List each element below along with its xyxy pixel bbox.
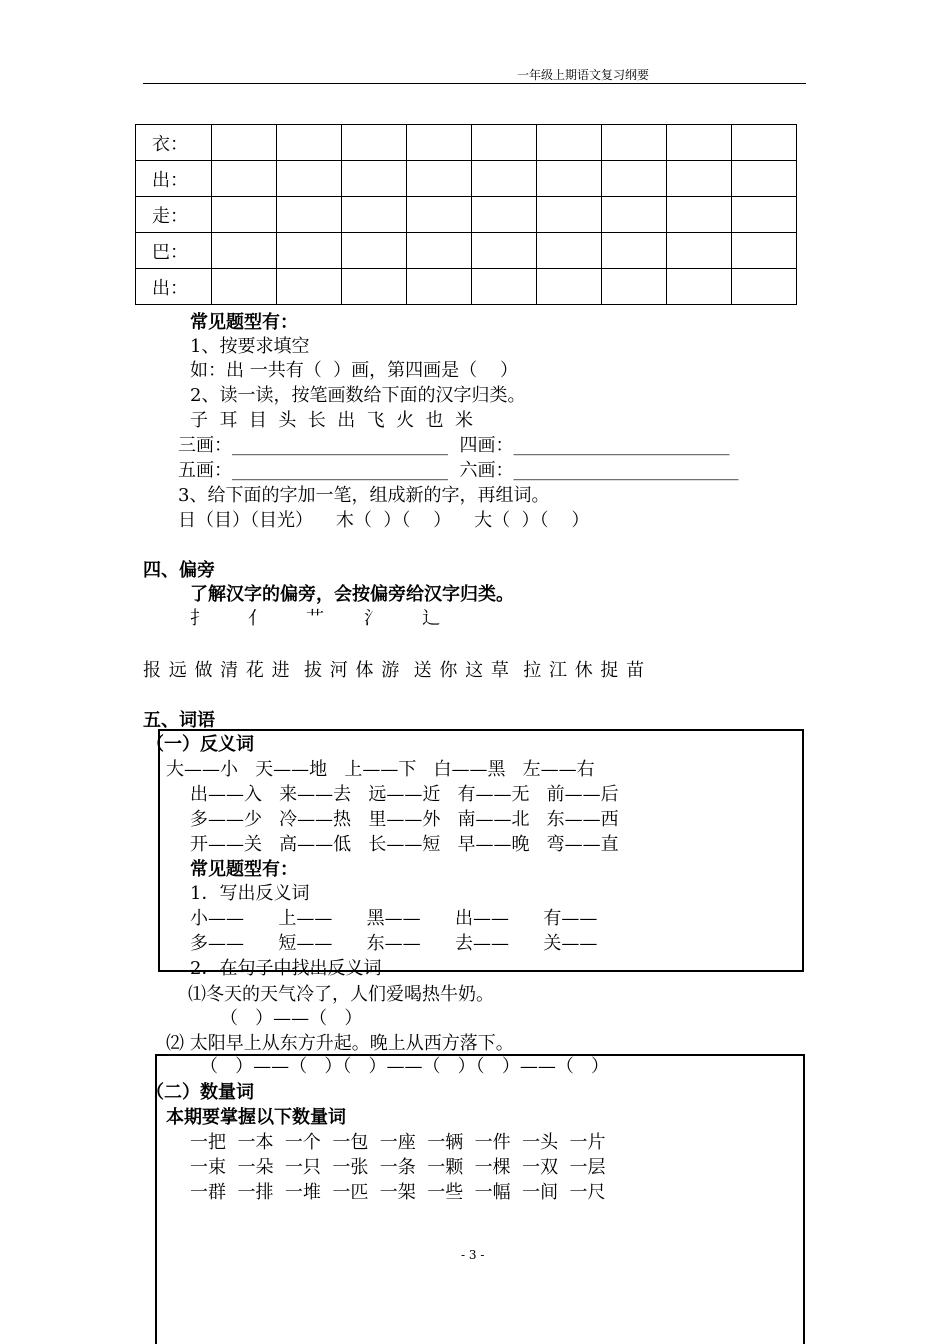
grid-cell: [342, 233, 407, 269]
grid-row-label: 走：: [136, 197, 212, 233]
section-4-heading: 四、偏旁: [143, 560, 215, 581]
antonyms-line-2: 出——入 来——去 远——近 有——无 前——后: [190, 784, 619, 805]
question-3: 3、给下面的字加一笔，组成新的字，再组词。: [178, 485, 550, 506]
grid-cell: [472, 197, 537, 233]
grid-cell: [602, 125, 667, 161]
grid-cell: [667, 233, 732, 269]
grid-cell: [277, 197, 342, 233]
measure-words-line-3: 一群 一排 一堆 一匹 一架 一些 一幅 一间 一尺: [190, 1182, 606, 1203]
antonyms-types-heading: 常见题型有：: [190, 859, 298, 880]
grid-cell: [537, 161, 602, 197]
grid-cell: [472, 233, 537, 269]
measure-words-heading: （二）数量词: [146, 1082, 254, 1103]
sentence-2: ⑵ 太阳早上从东方升起。晚上从西方落下。: [166, 1033, 514, 1054]
sentence-2-blanks: （ ）——（ ）（ ）——（ ）（ ）——（ ）: [200, 1056, 609, 1077]
measure-words-line-2: 一束 一朵 一只 一张 一条 一颗 一棵 一双 一层: [190, 1157, 606, 1178]
grid-cell: [277, 233, 342, 269]
grid-cell: [407, 197, 472, 233]
header-rule: [143, 83, 806, 84]
grid-cell: [342, 197, 407, 233]
grid-row-label: 衣：: [136, 125, 212, 161]
sentence-1-blanks: （ ）——（ ）: [220, 1008, 363, 1029]
grid-cell: [342, 161, 407, 197]
question-1-example: 如：出 一共有（ ）画，第四画是（ ）: [190, 360, 519, 381]
antonyms-question-1: 1．写出反义词: [190, 883, 310, 904]
grid-cell: [407, 269, 472, 305]
measure-words-description: 本期要掌握以下数量词: [166, 1107, 346, 1128]
grid-cell: [277, 161, 342, 197]
grid-cell: [342, 269, 407, 305]
grid-cell: [732, 197, 797, 233]
grid-cell: [667, 197, 732, 233]
grid-cell: [667, 161, 732, 197]
antonyms-heading: （一）反义词: [146, 734, 254, 755]
practice-grid: [135, 124, 797, 305]
grid-cell: [212, 269, 277, 305]
grid-cell: [602, 197, 667, 233]
grid-cell: [537, 197, 602, 233]
section-4-description: 了解汉字的偏旁，会按偏旁给汉字归类。: [190, 584, 514, 605]
grid-cell: [732, 125, 797, 161]
grid-cell: [667, 125, 732, 161]
radicals-row: 扌 亻 艹 氵 辶: [190, 608, 441, 629]
grid-cell: [472, 269, 537, 305]
grid-cell: [537, 269, 602, 305]
grid-row: [136, 269, 797, 305]
grid-row-label: 巴：: [136, 233, 212, 269]
question-2-line-2: 五画：________________________ 六画：_________________________: [178, 460, 739, 481]
antonyms-question-2: 2．在句子中找出反义词: [190, 958, 382, 979]
grid-cell: [602, 233, 667, 269]
page-number: - 3 -: [461, 1248, 485, 1262]
grid-cell: [537, 125, 602, 161]
question-2-line-1: 三画：________________________ 四画：________________________: [178, 435, 730, 456]
antonyms-line-4: 开——关 高——低 长——短 早——晚 弯——直: [190, 834, 619, 855]
antonyms-line-3: 多——少 冷——热 里——外 南——北 东——西: [190, 809, 619, 830]
grid-row: [136, 233, 797, 269]
question-2: 2、读一读，按笔画数给下面的汉字归类。: [190, 385, 526, 406]
question-1: 1、按要求填空: [190, 336, 310, 357]
grid-cell: [212, 233, 277, 269]
grid-row: [136, 197, 797, 233]
question-types-heading: 常见题型有：: [190, 312, 298, 333]
grid-cell: [602, 269, 667, 305]
measure-words-line-1: 一把 一本 一个 一包 一座 一辆 一件 一头 一片: [190, 1132, 606, 1153]
grid-row: [136, 161, 797, 197]
grid-cell: [472, 161, 537, 197]
grid-cell: [407, 125, 472, 161]
section-5-heading: 五、词语: [143, 710, 215, 731]
grid-cell: [732, 233, 797, 269]
question-3-items: 日（目）（目光） 木（ ）（ ） 大（ ）（ ）: [178, 510, 590, 531]
antonyms-line-1: 大——小 天——地 上——下 白——黑 左——右: [166, 759, 595, 780]
question-2-chars: 子 耳 目 头 长 出 飞 火 也 米: [190, 410, 473, 431]
grid-cell: [342, 125, 407, 161]
grid-cell: [277, 269, 342, 305]
grid-cell: [212, 125, 277, 161]
grid-cell: [732, 269, 797, 305]
grid-row: [136, 125, 797, 161]
page-header-title: 一年级上期语文复习纲要: [517, 68, 650, 82]
sentence-1: ⑴冬天的天气冷了，人们爱喝热牛奶。: [188, 984, 494, 1005]
grid-row-label: 出：: [136, 269, 212, 305]
grid-cell: [602, 161, 667, 197]
grid-cell: [407, 233, 472, 269]
grid-cell: [732, 161, 797, 197]
grid-cell: [472, 125, 537, 161]
grid-cell: [667, 269, 732, 305]
radical-chars-row: 报 远 做 清 花 进 拔 河 体 游 送 你 这 草 拉 江 休 捉 苗: [143, 660, 646, 681]
grid-cell: [277, 125, 342, 161]
grid-cell: [212, 161, 277, 197]
antonyms-q1-line-2: 多—— 短—— 东—— 去—— 关——: [190, 933, 598, 954]
grid-cell: [212, 197, 277, 233]
antonyms-q1-line-1: 小—— 上—— 黑—— 出—— 有——: [190, 908, 598, 929]
grid-cell: [407, 161, 472, 197]
grid-row-label: 出：: [136, 161, 212, 197]
grid-cell: [537, 233, 602, 269]
